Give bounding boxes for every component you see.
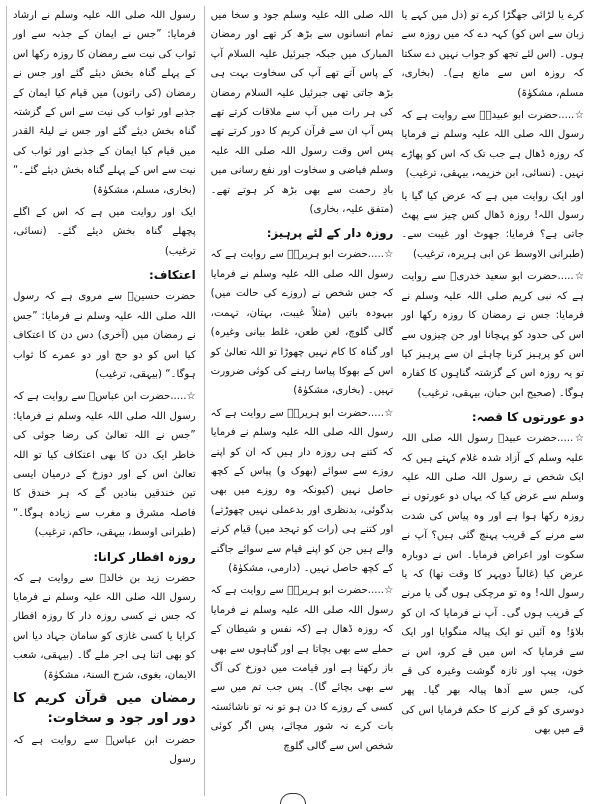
- paragraph: حضرت حسینؓ سے مروی ہے کہ رسول اللہ صلی اللہ علیہ وسلم نے فرمایا: ”جس نے رمضان میں (آخری) دس دن کا اعتکاف کیا اس کو دو حج اور دو عمرے کا ثواب ہوگا۔“ (بیہقی، ترغیب): [13, 291, 196, 380]
- section-heading: رمضان میں قرآن کریم کا دور اور جود و سخاوت:: [13, 691, 196, 726]
- paragraph: اللہ صلی اللہ علیہ وسلم جود و سخا میں تمام انسانوں سے بڑھ کر تھے اور رمضان المبارک میں جبکہ جبرئیل علیہ السلام آپ کے پاس آتے تھے آپ کی سخاوت بہت ہی بڑھ جاتی تھی جبرئیل علیہ السلام رمضان کی ہر رات میں آپ سے ملاقات کرتے تھے پس آپ ان سے قرآن کریم کا دور کرتے تھے پس اس وقت رسول اللہ صلی اللہ علیہ وسلم فیاضی و سخاوت اور نفع رسانی میں بادِ رحمت سے بھی بڑھ کر ہوتے تھے۔ (متفق علیہ، بخاری): [210, 10, 394, 216]
- paragraph: حضرت زید بن خالدؓ سے روایت ہے کہ رسول اللہ صلی اللہ علیہ وسلم نے فرمایا کہ جس نے کسی روزہ دار کا روزہ افطار کرایا یا کسی غازی کو سامان جہاد دیا اس کو بھی اتنا ہی اجر ملے گا۔ (بیہقی، شعب الایمان، بغوی، شرح السنۃ، مشکوٰۃ): [13, 572, 196, 681]
- paragraph: ☆.....حضرت عبیدؓ رسول اللہ صلی اللہ علیہ وسلم کے آزاد شدہ غلام کہتے ہیں کہ ایک شخص نے رسول اللہ صلی اللہ علیہ وسلم سے عرض کیا کہ یہاں دو عورتوں نے روزہ رکھا ہوا ہے اور وہ پیاس کی شدت سے مرنے کے قریب پہنچ گئی ہیں؟ آپ نے سکوت اور اعراض فرمایا۔ اس نے دوبارہ عرض کیا (غالباً دوپہر کا وقت تھا) کہ یا رسول اللہ! وہ تو مرچکی ہوں گی یا مرنے کے قریب ہوں گی۔ آپ نے فرمایا کہ ان کو بلاؤ! وہ آئیں تو ایک پیالہ منگوایا اور ایک سے فرمایا کہ اس میں قے کرو، اس نے خون، پیپ اور تازہ گوشت وغیرہ کی قے کی، جس سے آدھا پیالہ بھر گیا۔ پھر دوسری کو قے کرنے کا حکم فرمایا اس کی قے میں بھی: [401, 433, 585, 736]
- paragraph: کرے یا لڑائی جھگڑا کرے تو (دل میں کہے یا زبان سے اس کو) کہہ دے کہ میں روزہ سے ہوں۔ (اس لئے تجھ کو جواب نہیں دے سکتا کہ روزہ اس سے مانع ہے)۔ (بخاری، مسلم، مشکوٰۃ): [401, 10, 585, 99]
- section-heading: روزہ افطار کرانا:: [93, 549, 196, 564]
- paragraph: اور ایک روایت میں ہے کہ عرض کیا گیا یا رسول اللہ! روزہ ڈھال کس چیز سے پھٹ جاتی ہے؟ فرمایا: جھوٹ اور غیبت سے۔ (طبرانی الاوسط عن ابی ہریرہ، ترغیب): [401, 190, 585, 260]
- paragraph: ایک اور روایت میں ہے کہ اس کے اگلے پچھلے گناہ بخش دیئے گئے۔ (نسائی، ترغیب): [13, 207, 196, 257]
- paragraph: ☆.....حضرت ابو عبیدہؓ سے روایت ہے کہ رسول اللہ صلی اللہ علیہ وسلم نے فرمایا کہ روزہ ڈھال ہے جب تک کہ اس کو پھاڑے نہیں۔ (نسائی، ابن خزیمہ، بیہقی، ترغیب): [401, 110, 585, 180]
- paragraph: ☆.....حضرت ابو ہریرہؓ سے روایت ہے کہ رسول اللہ صلی اللہ علیہ وسلم نے فرمایا کہ روزہ ڈھال ہے (کہ نفس و شیطان کے حملے سے بھی بچاتا ہے اور گناہوں سے بھی باز رکھتا ہے اور قیامت میں دوزخ کی آگ سے بھی بچائے گا)۔ پس جب تم میں سے کسی کے روزے کا دن ہو تو نہ تو ناشائستہ بات کرے نہ شور مچائے، پس اگر کوئی شخص اس سے گالی گلوچ: [210, 585, 394, 752]
- paragraph: ☆.....حضرت ابو ہریرہؓ سے روایت ہے کہ رسول اللہ صلی اللہ علیہ وسلم نے فرمایا کہ جس شخص نے (روزے کی حالت میں) بیہودہ باتیں (مثلاً غیبت، بہتان، تہمت، گالی گلوچ، لعن طعن، غلط بیانی وغیرہ) اور گناہ کا کام نہیں چھوڑا تو اللہ تعالیٰ کو اس کے بھوکا پیاسا رہنے کی کوئی ضرورت نہیں۔ (بخاری، مشکوٰۃ): [210, 249, 394, 397]
- text-column-left: [401, 6, 584, 796]
- paragraph: ☆.....حضرت ابو ہریرہؓ سے روایت ہے کہ رسول اللہ صلی اللہ علیہ وسلم نے فرمایا کہ کتنے ہی روزہ دار ہیں کہ ان کو اپنے روزے سے سوائے (بھوک و) پیاس کے کچھ حاصل نہیں (کیونکہ وہ روزے میں بھی بدگوئی، بدنظری اور بدعملی نہیں چھوڑتے) اور کتنے ہی (رات کو تہجد میں) قیام کرنے والے ہیں جن کو اپنے قیام سے سوائے جاگنے کے کچھ حاصل نہیں۔ (دارمی، مشکوٰۃ): [210, 407, 394, 574]
- paragraph: رسول اللہ صلی اللہ علیہ وسلم نے ارشاد فرمایا: ”جس نے ایمان کے جذبہ سے اور ثواب کی نیت سے رمضان کا روزہ رکھا اس کے پہلے گناہ بخش دیئے گئے اور جس نے رمضان (کی راتوں) میں قیام کیا ایمان کے جذبے اور ثواب کی نیت سے اس کے گزشتہ گناہ بخش دیئے گئے اور جس نے لیلۃ القدر میں قیام کیا ایمان کے جذبے اور ثواب کی نیت سے اس کے پہلے گناہ بخش دیئے گئے۔“ (بخاری، مسلم، مشکوٰۃ): [13, 10, 196, 196]
- text-column-middle: [204, 6, 394, 796]
- section-heading: دو عورتوں کا قصہ:: [471, 410, 585, 425]
- text-column-right: [6, 6, 196, 796]
- paragraph: ☆.....حضرت ابن عباسؓ سے روایت ہے کہ رسول اللہ صلی اللہ علیہ وسلم نے فرمایا: ”جس نے اللہ تعالیٰ کی رضا جوئی کی خاطر ایک دن کا بھی اعتکاف کیا تو اللہ تعالیٰ اس کے اور دوزخ کے درمیان ایسی تین خندقیں بنادیں گے کہ ہر خندق کا فاصلہ مشرق و مغرب سے زیادہ ہوگا۔“ (طبرانی اوسط، بیہقی، حاکم، ترغیب): [13, 391, 196, 539]
- section-heading: روزہ دار کے لئے پرہیز:: [266, 226, 394, 241]
- paragraph: ☆.....حضرت ابو سعید خدریؓ سے روایت ہے کہ نبی کریم صلی اللہ علیہ وسلم نے فرمایا: جس نے رمضان کا روزہ رکھا اور اس کی حدود کو پہچانا اور جن چیزوں سے اس کو پرہیز کرنا چاہئے ان سے پرہیز کیا تو یہ روزہ اس کے گزشتہ گناہوں کا کفارہ ہوگا۔ (صحیح ابن حبان، بیہقی، ترغیب): [401, 271, 585, 399]
- urdu-page: [6, 6, 584, 796]
- paragraph: حضرت ابن عباسؓ سے روایت ہے کہ رسول: [13, 735, 196, 766]
- section-heading: اعتکاف:: [149, 268, 196, 283]
- page-number-ornament: [280, 793, 306, 804]
